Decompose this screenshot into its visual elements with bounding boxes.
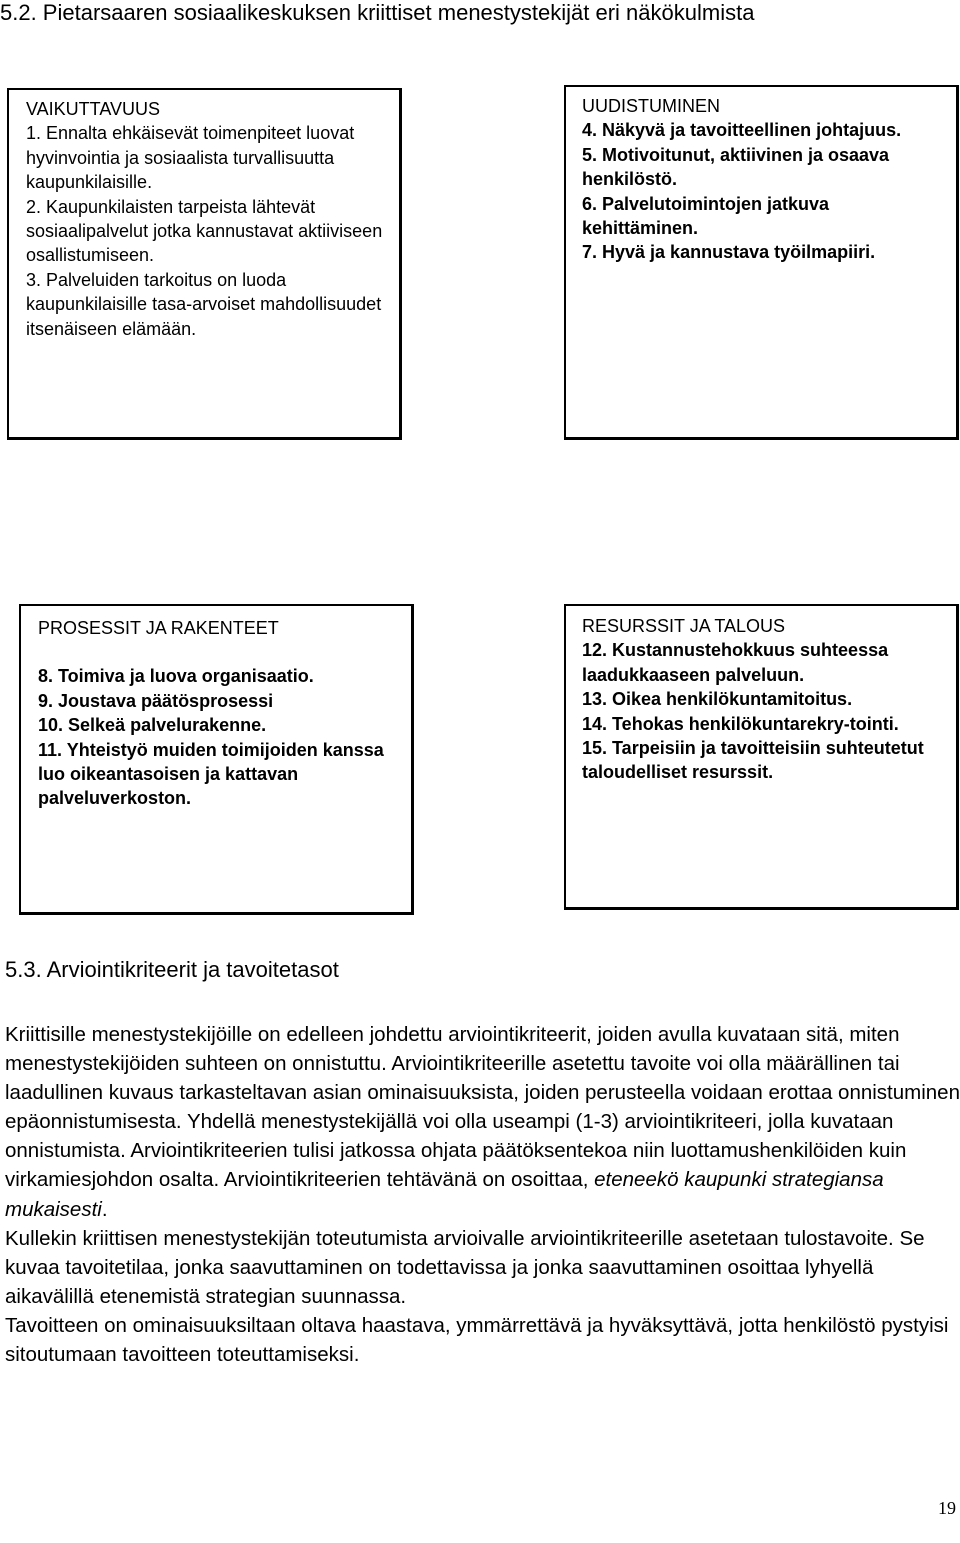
emphasis: eteneekö kaupunki strategiansa mukaisesti [5, 1168, 884, 1221]
resurssit-box [564, 604, 959, 910]
body-text [5, 1020, 960, 1369]
box-title: UUDISTUMINEN [582, 96, 720, 116]
list-item: 9. Joustava päätösprosessi [38, 690, 274, 711]
list-item: 6. Palvelutoimintojen jatkuva kehittäminen. [582, 193, 830, 239]
uudistuminen-box [564, 85, 959, 440]
list-item: 4. Näkyvä ja tavoitteellinen johtajuus. [582, 120, 902, 141]
prosessit-box [19, 604, 414, 915]
list-item: 1. Ennalta ehkäisevät toimenpiteet luovat hyvinvointia ja sosiaalista turvallisuutta kaupunkilaisille. [26, 123, 355, 193]
section-heading: 5.2. Pietarsaaren sosiaalikeskuksen kriittiset menestystekijät eri näkökulmista [0, 0, 755, 25]
box-title: VAIKUTTAVUUS [26, 99, 161, 119]
list-item: 15. Tarpeisiin ja tavoitteisiin suhteutetut taloudelliset resurssit. [582, 738, 924, 783]
paragraph-3: Tavoitteen on ominaisuuksiltaan oltava haastava, ymmärrettävä ja hyväksyttävä, jotta henkilöstö pystyisi sitoutumaan tavoitteen toteuttamiseksi. [5, 1313, 949, 1367]
list-item: 3. Palveluiden tarkoitus on luoda kaupunkilaisille tasa-arvoiset mahdollisuudet itsenäiseen elämään. [26, 269, 382, 339]
box-title: RESURSSIT JA TALOUS [582, 616, 786, 636]
vaikuttavuus-box [7, 88, 402, 440]
list-item: 10. Selkeä palvelurakenne. [38, 715, 267, 736]
list-item: 13. Oikea henkilökuntamitoitus. [582, 689, 853, 710]
subsection-heading: 5.3. Arviointikriteerit ja tavoitetasot [5, 957, 339, 982]
box-title: PROSESSIT JA RAKENTEET [38, 618, 279, 638]
page-number: 19 [938, 1498, 956, 1518]
list-item: 7. Hyvä ja kannustava työilmapiiri. [582, 242, 876, 263]
paragraph-1: Kriittisille menestystekijöille on edelleen johdettu arviointikriteerit, joiden avulla kuvataan sitä, miten menestystekijöiden suhteen on onnistuttu. Arviointikriteerille asetettu tavoite voi olla määrällinen tai laadullinen kuvaus tarkasteltavan asian ominaisuuksista, joiden perusteella voidaan erottaa onnistuminen epäonnistumisesta. Yhdellä menestystekijällä voi olla useampi (1-3) arviointikriteeri, jolla kuvataan onnistumista. Arviointikriteerien tulisi jatkossa ohjata päätöksentekoa niin luottamushenkilöiden kuin virkamiesjohdon osalta. Arviointikriteerien tehtävänä on osoittaa, eteneekö kaupunki strategiansa mukaisesti. [5, 1023, 960, 1221]
list-item: 12. Kustannustehokkuus suhteessa laadukkaaseen palveluun. [582, 640, 889, 685]
list-item: 8. Toimiva ja luova organisaatio. [38, 666, 314, 687]
list-item: 14. Tehokas henkilökuntarekry-tointi. [582, 713, 899, 734]
list-item: 11. Yhteistyö muiden toimijoiden kanssa luo oikeantasoisen ja kattavan palveluverkoston. [38, 739, 384, 809]
list-item: 2. Kaupunkilaisten tarpeista lähtevät sosiaalipalvelut jotka kannustavat aktiiviseen osallistumiseen. [26, 196, 383, 266]
spacer [38, 640, 403, 664]
paragraph-2: Kullekin kriittisen menestystekijän toteutumista arvioivalle arviointikriteerille asetetaan tulostavoite. Se kuvaa tavoitetilaa, jonka saavuttaminen on todettavissa ja jonka saavuttaminen osoittaa lyhyellä aikavälillä etenemistä strategian suunnassa. [5, 1226, 925, 1308]
list-item: 5. Motivoitunut, aktiivinen ja osaava henkilöstö. [582, 144, 890, 190]
